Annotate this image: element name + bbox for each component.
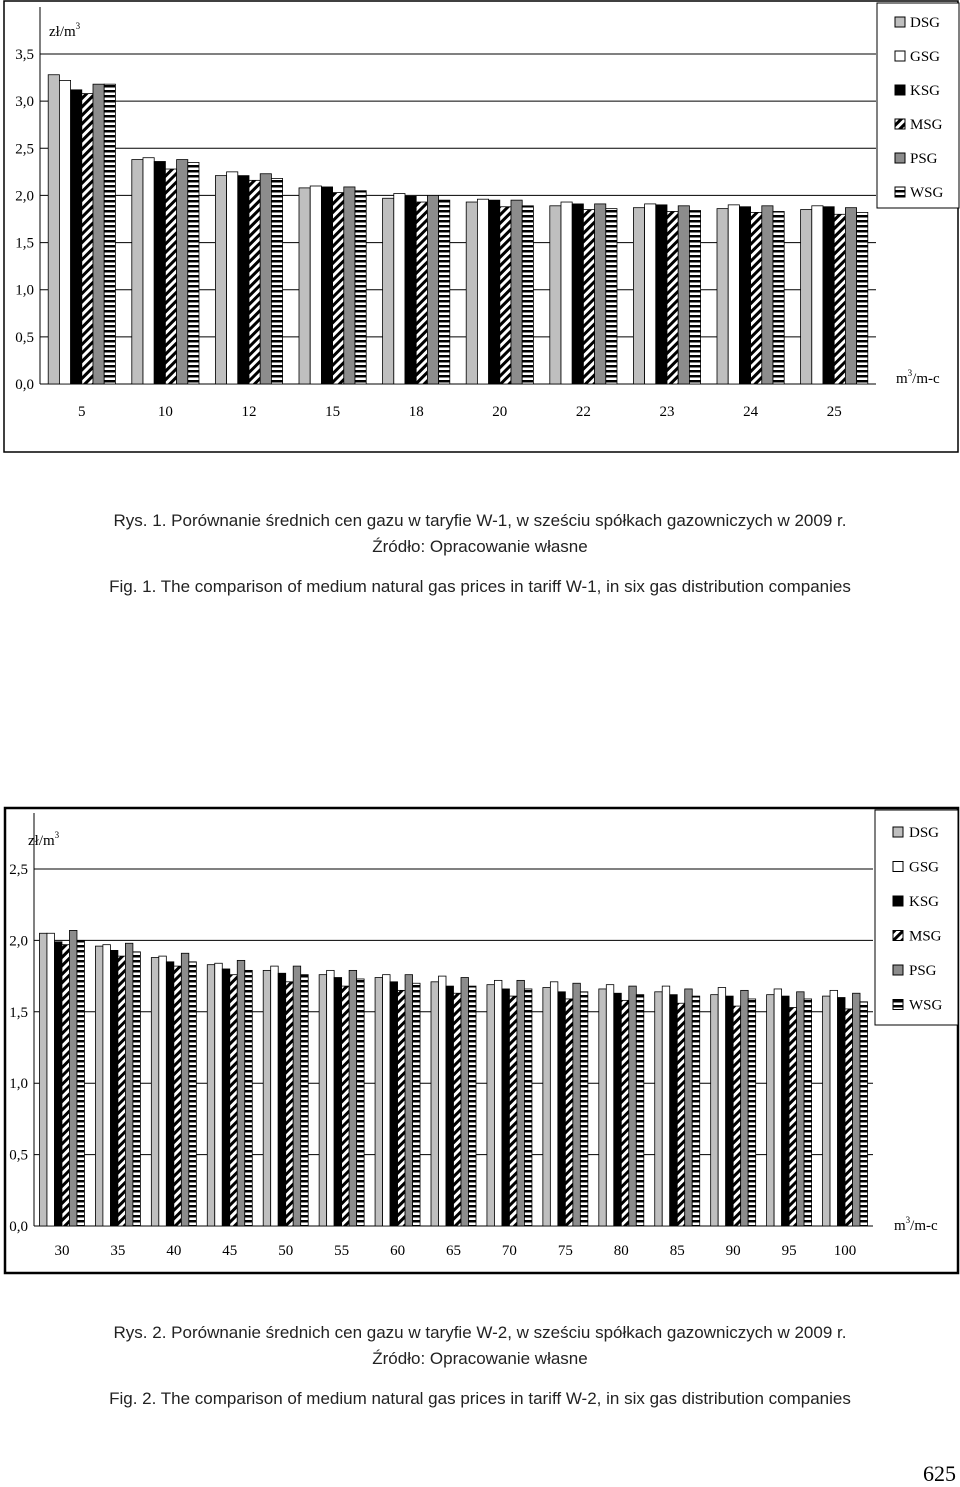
x-tick-label: 85 <box>669 1243 685 1259</box>
legend-box <box>877 3 959 208</box>
bar-msg-70 <box>509 996 517 1226</box>
bar-msg-55 <box>342 986 350 1226</box>
bar-dsg-23 <box>633 208 644 384</box>
bar-psg-12 <box>260 174 271 384</box>
bar-gsg-23 <box>645 204 656 384</box>
bar-msg-23 <box>667 211 678 384</box>
chart-w2 <box>0 805 960 1275</box>
bar-msg-10 <box>165 169 176 384</box>
bar-ksg-22 <box>572 204 583 384</box>
bar-psg-23 <box>678 206 689 384</box>
y-axis-unit-label: $zł/m^3$ <box>49 21 81 40</box>
bar-gsg-55 <box>327 970 335 1226</box>
bar-gsg-80 <box>606 985 614 1226</box>
y-tick-label: 3,0 <box>15 94 34 111</box>
legend-swatch-msg <box>893 931 903 941</box>
x-tick-label: 22 <box>575 404 591 420</box>
bar-wsg-100 <box>860 1002 868 1226</box>
x-tick-label: 23 <box>659 404 675 420</box>
bar-dsg-65 <box>431 982 439 1226</box>
bar-ksg-95 <box>782 996 790 1226</box>
x-tick-label: 70 <box>501 1243 517 1259</box>
bar-psg-55 <box>349 970 357 1226</box>
x-tick-label: 24 <box>743 404 759 420</box>
bar-wsg-95 <box>804 999 812 1226</box>
legend-label-msg: MSG <box>909 928 942 945</box>
legend-swatch-dsg <box>893 827 903 837</box>
y-tick-label: 0,5 <box>15 329 34 346</box>
bar-psg-90 <box>741 990 749 1226</box>
bar-msg-20 <box>500 207 511 384</box>
y-tick-label: 2,0 <box>9 933 28 950</box>
bar-gsg-90 <box>718 988 726 1226</box>
bar-psg-65 <box>461 978 469 1226</box>
bar-msg-12 <box>249 180 260 384</box>
bar-gsg-24 <box>728 205 739 384</box>
bar-dsg-5 <box>48 75 59 384</box>
x-tick-label: 10 <box>157 404 173 420</box>
bar-psg-45 <box>237 960 245 1226</box>
figure-1-title-en: Fig. 1. The comparison of medium natural gas prices in tariff W-1, in six gas distribution companies <box>109 577 851 596</box>
bar-msg-25 <box>834 214 845 384</box>
figure-2-title-en: Fig. 2. The comparison of medium natural gas prices in tariff W-2, in six gas distribution companies <box>109 1389 851 1408</box>
y-tick-label: 0,0 <box>15 377 34 393</box>
bar-ksg-100 <box>838 998 846 1226</box>
x-tick-label: 50 <box>278 1243 294 1259</box>
figure-2-caption <box>0 1320 960 1412</box>
legend-swatch-ksg <box>893 896 903 906</box>
bar-dsg-25 <box>801 210 812 384</box>
bar-wsg-65 <box>469 986 477 1226</box>
bar-msg-60 <box>398 990 406 1226</box>
bar-msg-95 <box>789 1008 797 1226</box>
y-tick-label: 2,0 <box>15 188 34 205</box>
bar-dsg-50 <box>263 970 271 1226</box>
bar-ksg-60 <box>390 982 398 1226</box>
bar-dsg-80 <box>599 989 607 1226</box>
y-tick-label: 2,5 <box>15 141 34 158</box>
bar-gsg-18 <box>394 194 405 384</box>
bar-wsg-70 <box>524 989 532 1226</box>
legend-label-wsg: WSG <box>910 185 944 201</box>
bar-dsg-24 <box>717 209 728 384</box>
bar-psg-5 <box>93 84 104 384</box>
bar-gsg-5 <box>59 80 70 384</box>
bar-gsg-12 <box>227 172 238 384</box>
figure-1-source: Źródło: Opracowanie własne <box>372 537 588 556</box>
bar-msg-15 <box>333 193 344 384</box>
bar-psg-75 <box>573 983 581 1226</box>
bar-dsg-70 <box>487 985 495 1226</box>
bar-ksg-24 <box>739 207 750 384</box>
bar-gsg-70 <box>494 980 502 1226</box>
figure-2-source: Źródło: Opracowanie własne <box>372 1349 588 1368</box>
figure-1-caption <box>0 508 960 600</box>
legend-swatch-psg <box>893 965 903 975</box>
bar-wsg-80 <box>636 995 644 1226</box>
y-tick-label: 1,0 <box>9 1076 28 1093</box>
bar-dsg-35 <box>95 946 103 1226</box>
bar-psg-24 <box>762 206 773 384</box>
bar-wsg-35 <box>133 952 141 1226</box>
bar-psg-20 <box>511 200 522 384</box>
bar-msg-100 <box>845 1009 853 1226</box>
x-tick-label: 75 <box>557 1243 573 1259</box>
bar-ksg-18 <box>405 196 416 384</box>
bar-wsg-25 <box>857 212 868 384</box>
y-tick-label: 1,5 <box>15 235 34 252</box>
bar-gsg-85 <box>662 986 670 1226</box>
bar-wsg-85 <box>692 996 700 1226</box>
bar-psg-15 <box>344 187 355 384</box>
bar-dsg-85 <box>655 992 663 1226</box>
bar-msg-22 <box>583 210 594 384</box>
bar-wsg-20 <box>522 206 533 384</box>
x-tick-label: 95 <box>781 1243 797 1259</box>
bar-psg-50 <box>293 966 301 1226</box>
bar-ksg-70 <box>502 989 510 1226</box>
figure-1-title-pl: Rys. 1. Porównanie średnich cen gazu w taryfie W-1, w sześciu spółkach gazowniczych w 2009 r. <box>113 511 847 530</box>
bar-wsg-55 <box>357 979 365 1226</box>
bar-gsg-50 <box>271 966 279 1226</box>
bar-psg-100 <box>853 993 861 1226</box>
bar-gsg-15 <box>310 186 321 384</box>
bar-dsg-90 <box>711 995 719 1226</box>
x-tick-label: 60 <box>390 1243 406 1259</box>
x-tick-label: 5 <box>78 404 86 420</box>
bar-ksg-12 <box>238 176 249 384</box>
bar-dsg-100 <box>823 996 831 1226</box>
bar-wsg-5 <box>104 84 115 384</box>
bar-psg-95 <box>797 992 805 1226</box>
bar-dsg-30 <box>39 933 47 1226</box>
bar-dsg-40 <box>151 958 159 1226</box>
x-tick-label: 25 <box>826 404 842 420</box>
y-tick-label: 2,5 <box>9 862 28 878</box>
bar-dsg-20 <box>466 202 477 384</box>
x-tick-label: 90 <box>725 1243 741 1259</box>
chart-frame <box>5 808 958 1273</box>
bar-gsg-100 <box>830 990 838 1226</box>
legend-label-wsg: WSG <box>909 997 943 1014</box>
x-tick-label: 15 <box>325 404 341 420</box>
bar-gsg-95 <box>774 989 782 1226</box>
x-axis-unit-label: $m^3/m-c$ <box>896 368 940 387</box>
x-tick-label: 55 <box>334 1243 350 1259</box>
bar-gsg-75 <box>550 982 558 1226</box>
bar-wsg-12 <box>271 178 282 384</box>
bar-ksg-90 <box>726 996 734 1226</box>
bar-gsg-35 <box>103 945 111 1226</box>
bar-wsg-90 <box>748 999 756 1226</box>
bar-gsg-45 <box>215 963 223 1226</box>
legend-swatch-psg <box>895 153 905 163</box>
bar-dsg-95 <box>767 995 775 1226</box>
x-tick-label: 40 <box>166 1243 182 1259</box>
legend-label-gsg: GSG <box>909 859 940 876</box>
bar-psg-70 <box>517 980 525 1226</box>
bar-wsg-10 <box>188 162 199 384</box>
bar-msg-24 <box>751 212 762 384</box>
bar-ksg-10 <box>154 161 165 384</box>
bar-wsg-30 <box>77 940 85 1226</box>
x-tick-label: 100 <box>833 1243 857 1259</box>
bar-psg-30 <box>69 930 77 1226</box>
y-tick-label: 1,0 <box>15 282 34 299</box>
legend-label-dsg: DSG <box>909 825 940 841</box>
bar-ksg-55 <box>334 978 342 1226</box>
bar-dsg-75 <box>543 988 551 1226</box>
bar-psg-22 <box>595 204 606 384</box>
legend-label-msg: MSG <box>910 117 943 133</box>
bar-ksg-45 <box>222 969 230 1226</box>
bar-gsg-60 <box>383 975 391 1226</box>
bar-msg-80 <box>621 1000 629 1226</box>
bar-msg-90 <box>733 1006 741 1226</box>
bar-msg-5 <box>82 94 93 384</box>
bar-psg-40 <box>181 953 189 1226</box>
bar-dsg-10 <box>132 160 143 384</box>
bar-ksg-80 <box>614 993 622 1226</box>
bar-gsg-20 <box>477 199 488 384</box>
bar-gsg-40 <box>159 956 167 1226</box>
bar-dsg-55 <box>319 975 327 1226</box>
bar-wsg-40 <box>189 962 197 1226</box>
chart-w1 <box>0 0 960 455</box>
bar-msg-45 <box>230 975 238 1226</box>
bar-msg-35 <box>118 956 126 1226</box>
bar-psg-25 <box>845 208 856 384</box>
x-tick-label: 12 <box>241 404 257 420</box>
legend-label-ksg: KSG <box>910 83 941 99</box>
x-tick-label: 45 <box>222 1243 238 1259</box>
bar-gsg-30 <box>47 933 55 1226</box>
legend-label-ksg: KSG <box>909 894 940 910</box>
bar-msg-75 <box>565 999 573 1226</box>
legend-swatch-gsg <box>893 862 903 872</box>
bar-dsg-22 <box>550 206 561 384</box>
bar-ksg-15 <box>321 187 332 384</box>
bar-ksg-40 <box>166 962 174 1226</box>
bar-wsg-15 <box>355 191 366 384</box>
bar-ksg-50 <box>278 973 286 1226</box>
bar-ksg-5 <box>71 90 82 384</box>
bar-gsg-65 <box>439 976 447 1226</box>
bar-ksg-35 <box>110 950 118 1226</box>
y-axis-unit-label: $zł/m^3$ <box>28 830 60 849</box>
x-tick-label: 18 <box>408 404 424 420</box>
legend-label-gsg: GSG <box>910 49 941 65</box>
bar-dsg-15 <box>299 188 310 384</box>
bar-psg-10 <box>177 160 188 384</box>
bar-psg-85 <box>685 989 693 1226</box>
bar-wsg-23 <box>689 211 700 384</box>
bar-wsg-24 <box>773 211 784 384</box>
bar-gsg-22 <box>561 202 572 384</box>
bar-wsg-22 <box>606 209 617 384</box>
bar-psg-35 <box>125 943 132 1226</box>
bar-msg-85 <box>677 1003 685 1226</box>
x-axis-unit-label: $m^3/m-c$ <box>894 1215 938 1234</box>
bar-ksg-85 <box>670 995 678 1226</box>
bar-ksg-30 <box>54 942 62 1226</box>
bar-ksg-23 <box>656 205 667 384</box>
bar-wsg-45 <box>245 970 253 1226</box>
legend-swatch-gsg <box>895 51 905 61</box>
bar-dsg-12 <box>215 176 226 384</box>
bar-gsg-10 <box>143 158 154 384</box>
legend-label-psg: PSG <box>910 151 938 167</box>
bar-wsg-75 <box>580 992 588 1226</box>
legend-box <box>875 810 958 1025</box>
bar-wsg-50 <box>301 975 309 1226</box>
y-tick-label: 1,5 <box>9 1004 28 1021</box>
x-tick-label: 35 <box>110 1243 126 1259</box>
page-number: 625 <box>923 1461 956 1486</box>
legend-swatch-dsg <box>895 17 905 27</box>
bar-msg-30 <box>62 945 70 1226</box>
figure-2-title-pl: Rys. 2. Porównanie średnich cen gazu w taryfie W-2, w sześciu spółkach gazowniczych w 2009 r. <box>113 1323 847 1342</box>
bar-wsg-18 <box>439 200 450 384</box>
x-tick-label: 30 <box>54 1243 70 1259</box>
x-tick-label: 80 <box>613 1243 629 1259</box>
bar-msg-65 <box>454 993 462 1226</box>
bar-gsg-25 <box>812 206 823 384</box>
y-tick-label: 0,5 <box>9 1147 28 1164</box>
bar-ksg-25 <box>823 207 834 384</box>
legend-swatch-ksg <box>895 85 905 95</box>
bar-ksg-75 <box>558 992 566 1226</box>
legend-swatch-wsg <box>895 187 905 197</box>
y-tick-label: 3,5 <box>15 47 34 63</box>
bar-ksg-20 <box>489 200 500 384</box>
legend-label-psg: PSG <box>909 963 937 979</box>
bar-ksg-65 <box>446 986 454 1226</box>
bar-wsg-60 <box>413 983 421 1226</box>
bar-psg-80 <box>629 986 637 1226</box>
bar-psg-18 <box>427 195 438 384</box>
legend-swatch-wsg <box>893 1000 903 1010</box>
y-tick-label: 0,0 <box>9 1219 28 1235</box>
bar-msg-18 <box>416 202 427 384</box>
bar-dsg-18 <box>383 198 394 384</box>
bar-psg-60 <box>405 975 413 1226</box>
legend-swatch-msg <box>895 119 905 129</box>
bar-dsg-60 <box>375 978 383 1226</box>
x-tick-label: 65 <box>446 1243 461 1259</box>
bar-dsg-45 <box>207 965 215 1226</box>
bar-msg-40 <box>174 966 182 1226</box>
bar-msg-50 <box>286 982 294 1226</box>
x-tick-label: 20 <box>492 404 508 420</box>
legend-label-dsg: DSG <box>910 15 941 31</box>
